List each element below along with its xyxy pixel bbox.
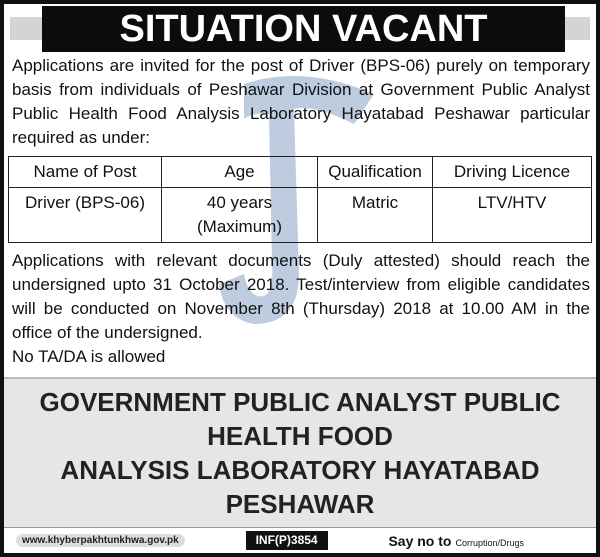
- instructions-paragraph: Applications with relevant documents (Duly attested) should reach the undersigned upto 31 October 2018. Test/interview from eligible candidates will be conducted on November 8th (Thursday) 2018 at 10.00 AM in the office of the undersigned.: [12, 251, 590, 342]
- website-url: www.khyberpakhtunkhwa.gov.pk: [16, 534, 185, 547]
- reference-number: INF(P)3854: [246, 531, 328, 550]
- office-name-block: [4, 377, 596, 527]
- table-row: [9, 188, 592, 243]
- age-value: 40 years: [206, 193, 273, 212]
- intro-paragraph: Applications are invited for the post of Driver (BPS-06) purely on temporary basis from individuals of Peshawar Division at Government Public Analyst Public Health Food Analysis Laboratory Hayatabad Peshawar particular required as under:: [12, 56, 590, 147]
- cell-qualification: Matric: [318, 188, 433, 243]
- title-area: [4, 4, 596, 54]
- page-title: SITUATION VACANT: [42, 6, 565, 52]
- slogan-items: Corruption/Drugs: [455, 537, 524, 548]
- slogan: [388, 533, 524, 549]
- col-header-age: Age: [162, 157, 318, 188]
- vacancy-table: [8, 156, 592, 243]
- col-header-qualification: Qualification: [318, 157, 433, 188]
- cell-post: Driver (BPS-06): [9, 188, 162, 243]
- age-note: (Maximum): [197, 217, 282, 236]
- bottom-strip: [4, 527, 596, 553]
- col-header-post: Name of Post: [9, 157, 162, 188]
- cell-age: [162, 188, 318, 243]
- cell-licence: LTV/HTV: [433, 188, 592, 243]
- office-name-line-2: ANALYSIS LABORATORY HAYATABAD PESHAWAR: [60, 455, 540, 519]
- col-header-licence: Driving Licence: [433, 157, 592, 188]
- slogan-lead: Say no to: [388, 532, 452, 549]
- allowance-note: No TA/DA is allowed: [12, 347, 166, 366]
- job-advertisement: [4, 4, 596, 553]
- office-name-line-1: GOVERNMENT PUBLIC ANALYST PUBLIC HEALTH FOOD: [39, 387, 561, 451]
